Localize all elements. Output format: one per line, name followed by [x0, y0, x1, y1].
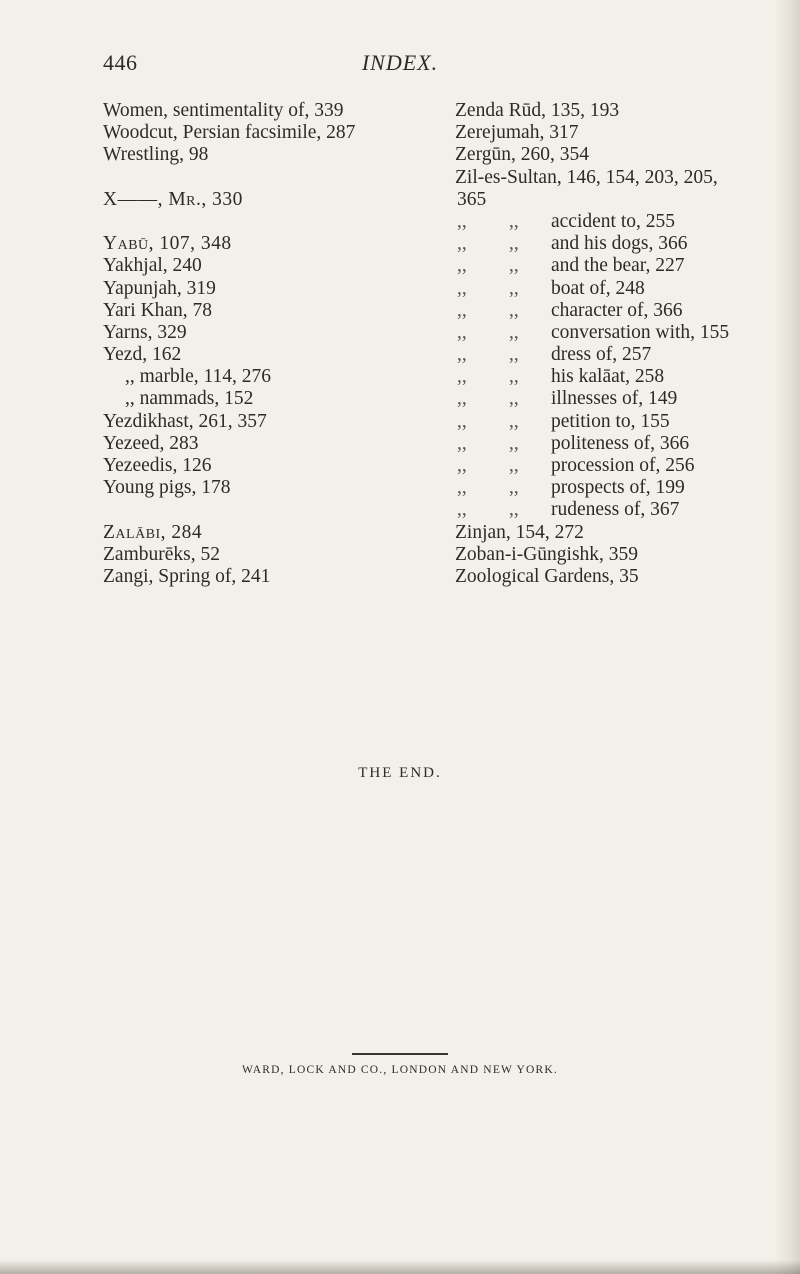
- sub-entry-text: rudeness of, 367: [551, 499, 680, 521]
- index-gap: [103, 211, 433, 233]
- sub-entry-text: conversation with, 155: [551, 321, 730, 343]
- index-entry: Yezdikhast, 261, 357: [103, 410, 267, 432]
- ditto-mark: ,,: [457, 499, 467, 521]
- ditto-mark: ,,: [457, 344, 467, 366]
- ditto-mark: ,,: [457, 455, 467, 476]
- ditto-mark: ,,: [457, 366, 467, 388]
- ditto-mark: ,,: [457, 255, 467, 277]
- index-entry: Young pigs, 178: [103, 477, 231, 499]
- index-entry: Zenda Rūd, 135, 193: [455, 100, 620, 121]
- ditto-mark: ,,: [457, 321, 467, 343]
- sub-entry-text: boat of, 248: [551, 277, 645, 299]
- ditto-mark: ,,: [457, 277, 467, 299]
- sub-entry-text: dress of, 257: [551, 344, 652, 366]
- index-entry: Women, sentimentality of, 339: [103, 100, 344, 121]
- index-gap: [103, 167, 433, 189]
- footer-rule: [352, 1053, 448, 1055]
- ditto-mark: ,,: [509, 299, 519, 321]
- index-entry: Wrestling, 98: [103, 144, 209, 166]
- index-sub-entry: [455, 499, 795, 521]
- index-sub-entry: [455, 388, 795, 410]
- index-entry: Zinjan, 154, 272: [455, 521, 584, 543]
- the-end-text: THE END.: [358, 765, 442, 781]
- index-entry: Yakhjal, 240: [103, 255, 202, 277]
- index-sub-entry: [455, 255, 795, 277]
- index-sub-entry: [455, 233, 795, 255]
- index-entry: Yezd, 162: [103, 344, 182, 366]
- sub-entry-text: his kalāat, 258: [551, 366, 665, 388]
- sub-entry-text: prospects of, 199: [551, 477, 685, 499]
- index-entry: Yapunjah, 319: [103, 277, 216, 299]
- ditto-mark: ,,: [457, 477, 467, 499]
- ditto-mark: ,,: [509, 477, 519, 499]
- ditto-mark: ,,: [509, 255, 519, 277]
- index-entry: Zalābi, 284: [103, 521, 203, 543]
- index-entry: 365: [457, 188, 487, 210]
- publisher-imprint: WARD, LOCK AND CO., LONDON AND NEW YORK.: [241, 1064, 558, 1076]
- ditto-mark: ,,: [457, 388, 467, 410]
- index-right-column: [455, 100, 795, 588]
- ditto-mark: ,,: [509, 233, 519, 255]
- index-entry: Zergūn, 260, 354: [455, 144, 589, 166]
- index-entry: Zangi, Spring of, 241: [103, 565, 271, 587]
- page-bottom-shadow: [0, 1260, 800, 1274]
- index-sub-entry: [455, 278, 795, 300]
- index-sub-entry: [455, 300, 795, 322]
- ditto-mark: ,,: [509, 455, 519, 476]
- index-entry: Yarns, 329: [103, 321, 187, 343]
- index-gap: [103, 499, 433, 521]
- ditto-mark: ,,: [457, 210, 467, 232]
- sub-entry-text: and the bear, 227: [551, 255, 685, 277]
- index-sub-entry: [455, 477, 795, 499]
- ditto-mark: ,,: [509, 277, 519, 299]
- ditto-mark: ,,: [509, 410, 519, 432]
- ditto-mark: ,,: [509, 344, 519, 366]
- sub-entry-text: petition to, 155: [551, 410, 670, 432]
- index-entry: Yabū, 107, 348: [103, 233, 232, 255]
- sub-entry-text: procession of, 256: [551, 455, 695, 476]
- index-sub-entry: [455, 411, 795, 433]
- ditto-mark: ,,: [509, 321, 519, 343]
- ditto-mark: ,,: [457, 299, 467, 321]
- index-entry: Yari Khan, 78: [103, 299, 213, 321]
- index-sub-entry: [455, 211, 795, 233]
- ditto-mark: ,,: [457, 233, 467, 255]
- index-entry: Zamburēks, 52: [103, 543, 220, 565]
- running-head: INDEX.: [361, 50, 439, 75]
- index-entry: Zerejumah, 317: [455, 122, 579, 144]
- index-entry: X——, Mr., 330: [103, 188, 243, 210]
- ditto-mark: ,,: [457, 410, 467, 432]
- index-entry: Zoban-i-Gūngishk, 359: [455, 543, 639, 565]
- sub-entry-text: illnesses of, 149: [551, 388, 678, 410]
- page-number: 446: [103, 50, 138, 75]
- index-entry: Woodcut, Persian facsimile, 287: [103, 122, 356, 144]
- index-sub-entry: [455, 322, 795, 344]
- ditto-mark: ,,: [509, 432, 519, 454]
- ditto-mark: ,,: [457, 432, 467, 454]
- index-sub-entry: [455, 344, 795, 366]
- index-sub-entry: [455, 366, 795, 388]
- index-sub-entry: ,, marble, 114, 276: [125, 366, 272, 388]
- index-sub-entry: [455, 455, 795, 477]
- sub-entry-text: character of, 366: [551, 299, 683, 321]
- ditto-mark: ,,: [509, 499, 519, 521]
- index-left-column: [103, 100, 433, 588]
- ditto-mark: ,,: [509, 388, 519, 410]
- index-entry: Zil-es-Sultan, 146, 154, 203, 205,: [455, 166, 718, 188]
- index-sub-entry: [455, 433, 795, 455]
- ditto-mark: ,,: [509, 210, 519, 232]
- index-entry: Yezeed, 283: [103, 432, 199, 454]
- index-entry: Zoological Gardens, 35: [455, 565, 639, 587]
- sub-entry-text: politeness of, 366: [551, 432, 690, 454]
- index-entry: Yezeedis, 126: [103, 455, 212, 476]
- sub-entry-text: accident to, 255: [551, 210, 675, 232]
- ditto-mark: ,,: [509, 366, 519, 388]
- index-sub-entry: ,, nammads, 152: [125, 388, 254, 410]
- sub-entry-text: and his dogs, 366: [551, 233, 688, 255]
